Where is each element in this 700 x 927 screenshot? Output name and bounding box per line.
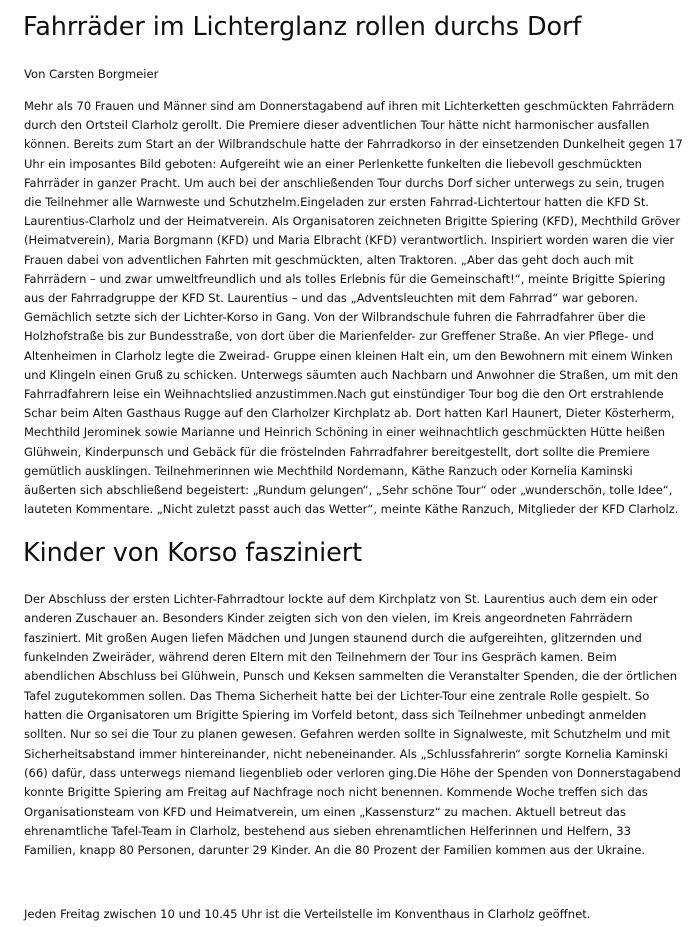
article-paragraph-1: Mehr als 70 Frauen und Männer sind am Donnerstagabend auf ihren mit Lichterketten geschmückten Fahrrädern durch den Ortsteil Clarholz gerollt. Die Premiere dieser adventlichen Tour hätte nicht harmonischer ausfallen können. Bereits zum Start an der Wilbrandschule hatte der Fahrradkorso in der einsetzenden Dunkelheit gegen 17 Uhr ein imposantes Bild geboten: Aufgereiht wie an einer Perlenkette funkelten die liebevoll geschmückten Fahrräder in ganzer Pracht. Um auch bei der anschließenden Tour durchs Dorf sicher unterwegs zu sein, trugen die Teilnehmer alle Warnweste und Schutzhelm.Eingeladen zur ersten Fahrrad-Lichtertour hatten die KFD St. Laurentius-Clarholz und der Heimatverein. Als Organisatoren zeichneten Brigitte Spiering (KFD), Mechthild Gröver (Heimatverein), Maria Borgmann (KFD) und Maria Elbracht (KFD) verantwortlich. Inspiriert worden waren die vier Frauen dabei von adventlichen Fahrten mit geschmückten, alten Traktoren. „Aber das geht doch auch mit Fahrrädern – und zwar umweltfreundlich und als tolles Erlebnis für die Gemeinschaft!“, meinte Brigitte Spiering aus der Fahrradgruppe der KFD St. Laurentius – und das „Adventsleuchten mit dem Fahrrad“ war geboren. Gemächlich setzte sich der Lichter-Korso in Gang. Von der Wilbrandschule fuhren die Fahrradfahrer über die Holzhofstraße bis zur Bundesstraße, von dort über die Marienfelder- zur Greffener Straße. An vier Pflege- und Altenheimen in Clarholz legte die Zweirad- Gruppe einen kleinen Halt ein, um den Bewohnern mit einem Winken und Klingeln einen Gruß zu schicken. Unterwegs säumten auch Nachbarn und Anwohner die Straßen, um mit den Fahrradfahrern leise ein Weihnachtslied anzustimmen.Nach gut einstündiger Tour bog die den Ort erstrahlende Schar beim Alten Gasthaus Rugge auf den Clarholzer Kirchplatz ab. Dort hatten Karl Haunert, Dieter Kösterherm, Mechthild Jerominek sowie Marianne und Heinrich Schöning in einer weihnachtlich geschmückten Hütte heißen Glühwein, Kinderpunsch und Gebäck für die fröstelnden Fahrradfahrer bereitgestellt, dort sollte die Premiere gemütlich ausklingen. Teilnehmerinnen wie Mechthild Nordemann, Käthe Ranzuch oder Kornelia Kaminski äußerten sich abschließend begeistert: „Rundum gelungen“, „Sehr schöne Tour“ oder „wunderschön, tolle Idee“, lauteten Kommentare. „Nicht zuletzt passt auch das Wetter“, meinte Käthe Ranzuch, Mitglieder der KFD Clarholz. [24, 99, 683, 517]
article-footer-note: Jeden Freitag zwischen 10 und 10.45 Uhr ist die Verteilstelle im Konventhaus in Clarholz geöffnet. [24, 907, 591, 921]
article-paragraph-2: Der Abschluss der ersten Lichter-Fahrradtour lockte auf dem Kirchplatz von St. Laurentius auch dem ein oder anderen Zuschauer an. Besonders Kinder zeigten sich von den vielen, im Kreis angeordneten Fahrrädern fasziniert. Mit großen Augen liefen Mädchen und Jungen staunend durch die aufgereihten, glitzernden und funkelnden Zweiräder, während deren Eltern mit den Teilnehmern der Tour ins Gespräch kamen. Beim abendlichen Abschluss bei Glühwein, Punsch und Keksen sammelten die Veranstalter Spenden, die der örtlichen Tafel zugutekommen sollen. Das Thema Sicherheit hatte bei der Lichter-Tour eine zentrale Rolle gespielt. So hatten die Organisatoren um Brigitte Spiering im Vorfeld betont, dass sich Teilnehmer unbedingt anmelden sollten. Nur so sei die Tour zu planen gewesen. Gefahren werden sollte in Signalweste, mit Schutzhelm und mit Sicherheitsabstand immer hintereinander, nicht nebeneinander. Als „Schlussfahrerin“ sorgte Kornelia Kaminski (66) dafür, dass unterwegs niemand liegenblieb oder verloren ging.Die Höhe der Spenden von Donnerstagabend konnte Brigitte Spiering am Freitag auf Nachfrage noch nicht benennen. Kommende Woche treffen sich das Organisationsteam von KFD und Heimatverein, um einen „Kassensturz“ zu machen. Aktuell betreut das ehrenamtliche Tafel-Team in Clarholz, bestehend aus sieben ehrenamtlichen Helferinnen und Helfern, 33 Familien, knapp 80 Personen, darunter 29 Kinder. An die 80 Prozent der Familien kommen aus der Ukraine. [24, 592, 681, 858]
section-heading: Kinder von Korso fasziniert [23, 538, 362, 568]
article-author: Von Carsten Borgmeier [24, 67, 159, 81]
article-title: Fahrräder im Lichterglanz rollen durchs Dorf [23, 12, 582, 42]
